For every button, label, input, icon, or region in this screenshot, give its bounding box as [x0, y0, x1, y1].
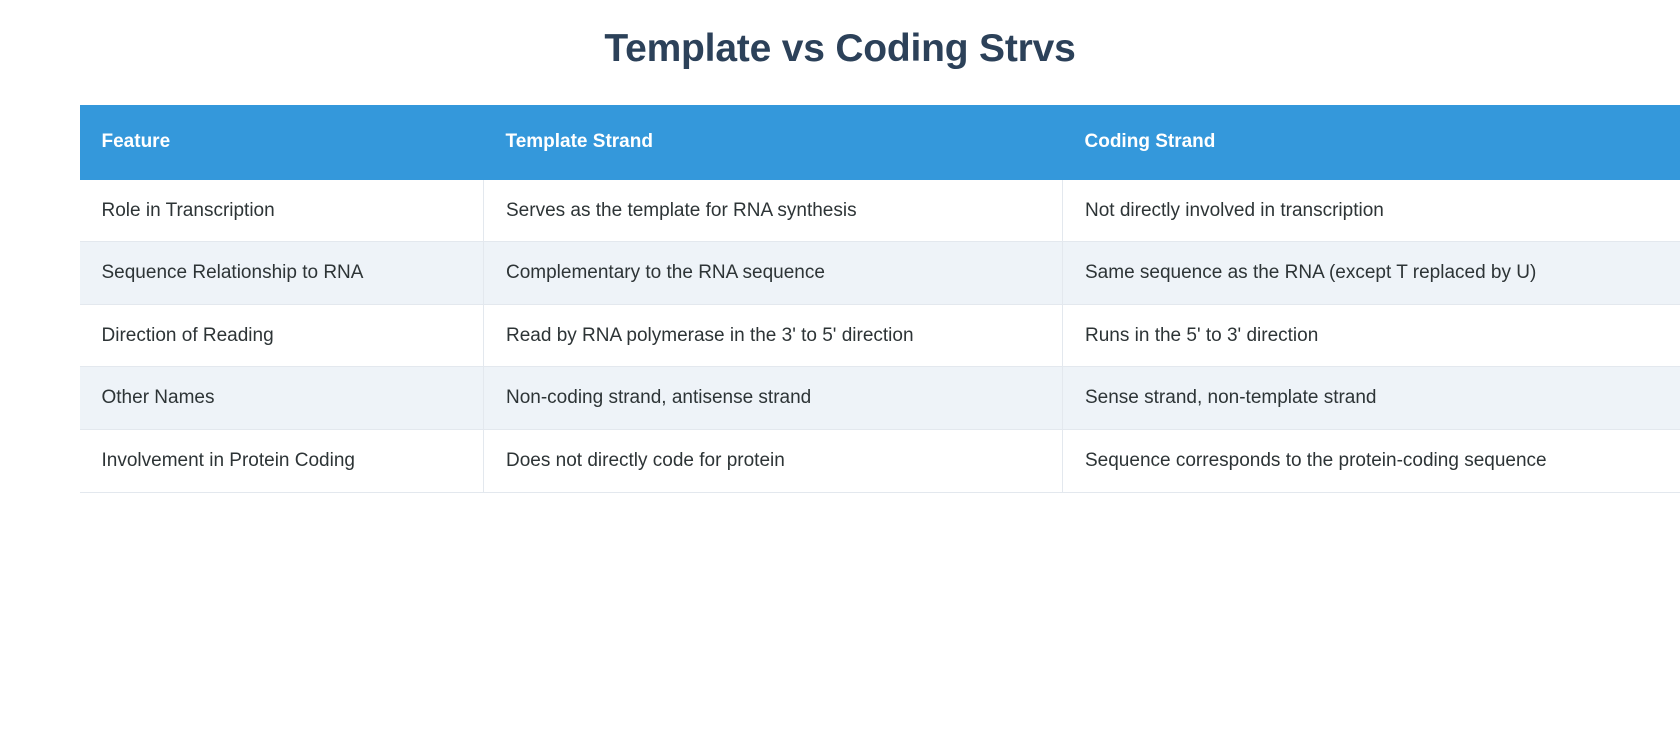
column-header-template-strand: Template Strand — [484, 105, 1063, 180]
cell-coding: Same sequence as the RNA (except T replaced by U) — [1063, 242, 1680, 305]
cell-feature: Involvement in Protein Coding — [80, 429, 484, 492]
page-title: Template vs Coding Strvs — [604, 27, 1076, 70]
table-row — [80, 429, 1680, 492]
cell-feature: Direction of Reading — [80, 304, 484, 367]
cell-coding: Not directly involved in transcription — [1063, 180, 1680, 242]
cell-coding: Sequence corresponds to the protein-coding sequence — [1063, 429, 1680, 492]
document-page — [0, 26, 1680, 736]
table-row — [80, 180, 1680, 242]
table-header-row — [80, 105, 1680, 180]
table-row — [80, 242, 1680, 305]
table-row — [80, 367, 1680, 430]
cell-coding: Sense strand, non-template strand — [1063, 367, 1680, 430]
cell-template: Serves as the template for RNA synthesis — [484, 180, 1063, 242]
cell-feature: Other Names — [80, 367, 484, 430]
cell-feature: Sequence Relationship to RNA — [80, 242, 484, 305]
column-header-feature: Feature — [80, 105, 484, 180]
table-row — [80, 304, 1680, 367]
table-body — [80, 180, 1680, 492]
cell-template: Does not directly code for protein — [484, 429, 1063, 492]
cell-feature: Role in Transcription — [80, 180, 484, 242]
cell-template: Complementary to the RNA sequence — [484, 242, 1063, 305]
comparison-table-container — [37, 105, 1644, 493]
comparison-table — [80, 105, 1680, 493]
table-header — [80, 105, 1680, 180]
cell-template: Non-coding strand, antisense strand — [484, 367, 1063, 430]
column-header-coding-strand: Coding Strand — [1063, 105, 1680, 180]
cell-template: Read by RNA polymerase in the 3' to 5' direction — [484, 304, 1063, 367]
cell-coding: Runs in the 5' to 3' direction — [1063, 304, 1680, 367]
